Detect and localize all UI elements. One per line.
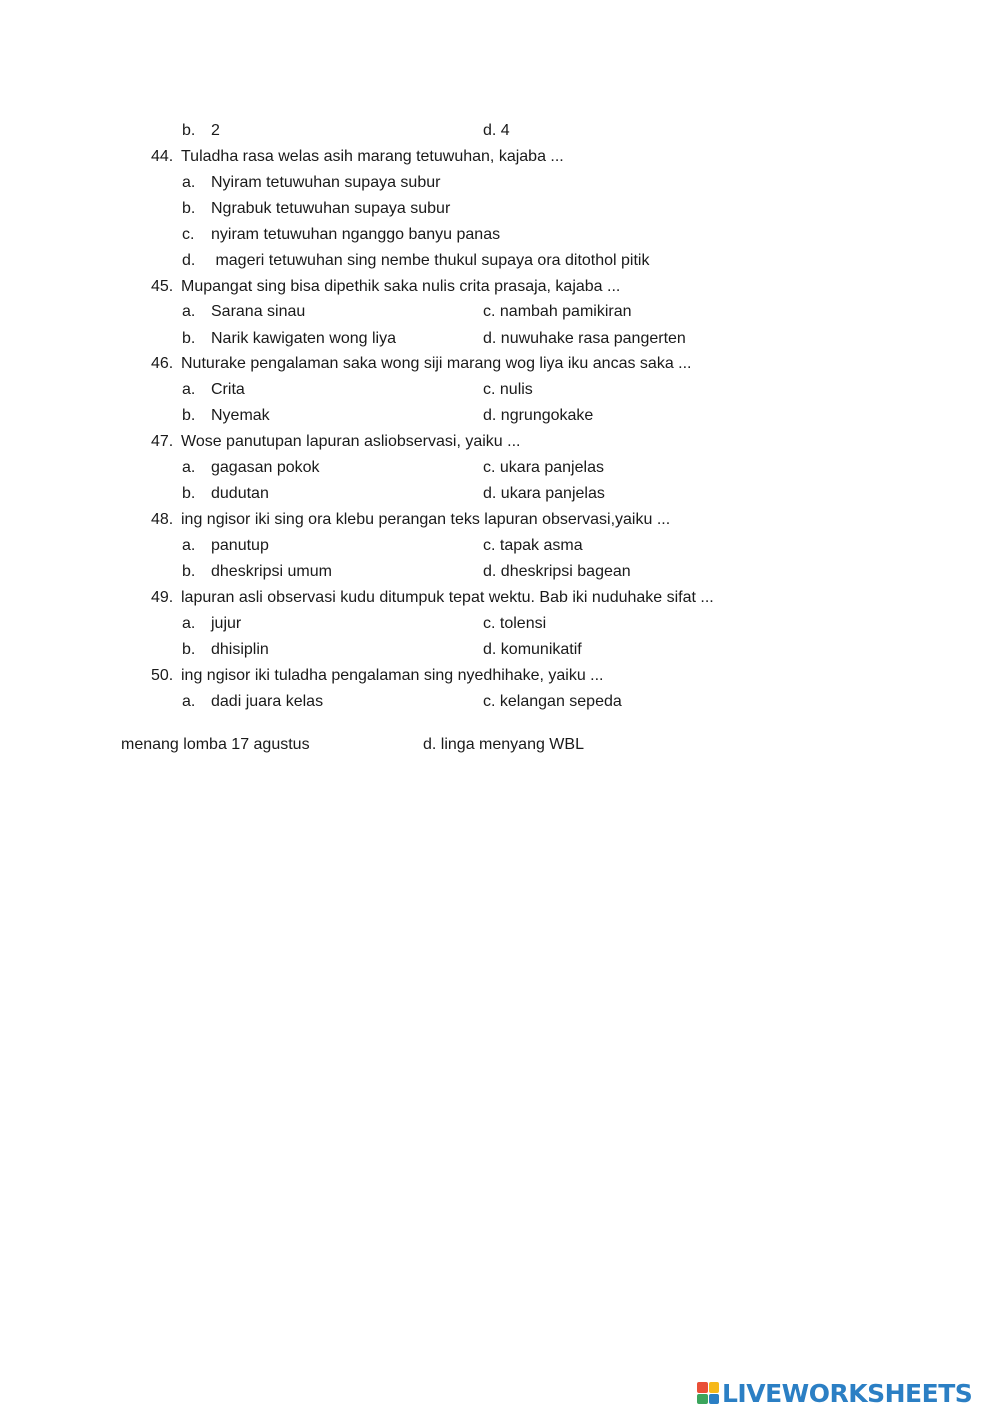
option-text-right: d. 4 xyxy=(483,122,510,139)
option-row xyxy=(0,225,1000,245)
option-text: mageri tetuwuhan sing nembe thukul supaya ora ditothol pitik xyxy=(211,252,650,269)
option-text: dudutan xyxy=(211,485,269,502)
option-row xyxy=(0,640,1000,660)
question-50 xyxy=(0,666,1000,686)
watermark-text: LIVEWORKSHEETS xyxy=(722,1378,973,1408)
option-row xyxy=(0,199,1000,219)
question-44 xyxy=(0,147,1000,167)
question-45 xyxy=(0,277,1000,297)
option-row xyxy=(0,380,1000,400)
option-text: panutup xyxy=(211,537,269,554)
option-text-right: c. tolensi xyxy=(483,615,547,632)
option-text-right: d. dheskripsi bagean xyxy=(483,563,631,580)
option-text: dheskripsi umum xyxy=(211,563,332,580)
option-letter: a. xyxy=(182,174,196,191)
option-letter: a. xyxy=(182,537,196,554)
question-number: 48. xyxy=(151,511,174,528)
option-text: dadi juara kelas xyxy=(211,693,324,710)
option-row xyxy=(0,121,1000,141)
question-number: 45. xyxy=(151,278,174,295)
trailing-line xyxy=(0,735,1000,755)
option-text: nyiram tetuwuhan nganggo banyu panas xyxy=(211,226,501,243)
option-letter: b. xyxy=(182,200,196,217)
option-text-right: c. nambah pamikiran xyxy=(483,303,632,320)
option-row xyxy=(0,614,1000,634)
option-text: Ngrabuk tetuwuhan supaya subur xyxy=(211,200,451,217)
option-letter: a. xyxy=(182,303,196,320)
option-letter: a. xyxy=(182,381,196,398)
option-text-right: d. ukara panjelas xyxy=(483,485,605,502)
option-text-right: d. nuwuhake rasa pangerten xyxy=(483,330,686,347)
question-text: Tuladha rasa welas asih marang tetuwuhan, kajaba ... xyxy=(181,148,564,165)
question-number: 44. xyxy=(151,148,174,165)
option-letter: a. xyxy=(182,459,196,476)
question-46 xyxy=(0,354,1000,374)
option-text-right: c. kelangan sepeda xyxy=(483,693,622,710)
option-letter: b. xyxy=(182,330,196,347)
question-number: 49. xyxy=(151,589,174,606)
option-row xyxy=(0,692,1000,712)
option-letter: b. xyxy=(182,563,196,580)
question-text: ing ngisor iki tuladha pengalaman sing nyedhihake, yaiku ... xyxy=(181,667,604,684)
option-text-right: c. tapak asma xyxy=(483,537,583,554)
option-text: dhisiplin xyxy=(211,641,269,658)
option-letter: a. xyxy=(182,615,196,632)
option-row xyxy=(0,458,1000,478)
question-number: 47. xyxy=(151,433,174,450)
question-48 xyxy=(0,510,1000,530)
trailing-left-text: menang lomba 17 agustus xyxy=(121,736,310,753)
question-47 xyxy=(0,432,1000,452)
option-text-right: c. ukara panjelas xyxy=(483,459,604,476)
option-text-right: d. ngrungokake xyxy=(483,407,594,424)
option-letter: d. xyxy=(182,252,196,269)
option-text: jujur xyxy=(211,615,242,632)
question-text: Nuturake pengalaman saka wong siji marang wog liya iku ancas saka ... xyxy=(181,355,692,372)
question-number: 46. xyxy=(151,355,174,372)
question-text: Mupangat sing bisa dipethik saka nulis crita prasaja, kajaba ... xyxy=(181,278,621,295)
option-row xyxy=(0,251,1000,271)
option-row xyxy=(0,329,1000,349)
liveworksheets-logo-icon xyxy=(697,1382,719,1404)
option-text: Narik kawigaten wong liya xyxy=(211,330,396,347)
question-49 xyxy=(0,588,1000,608)
option-letter: a. xyxy=(182,693,196,710)
option-letter: b. xyxy=(182,485,196,502)
option-letter: b. xyxy=(182,407,196,424)
option-row xyxy=(0,484,1000,504)
option-row xyxy=(0,406,1000,426)
option-text: Nyiram tetuwuhan supaya subur xyxy=(211,174,441,191)
option-row xyxy=(0,562,1000,582)
question-text: ing ngisor iki sing ora klebu perangan teks lapuran observasi,yaiku ... xyxy=(181,511,671,528)
option-text-right: d. komunikatif xyxy=(483,641,582,658)
trailing-right-text: d. linga menyang WBL xyxy=(423,736,584,753)
option-text: 2 xyxy=(211,122,220,139)
option-text: Crita xyxy=(211,381,245,398)
option-text: Sarana sinau xyxy=(211,303,306,320)
option-text: gagasan pokok xyxy=(211,459,320,476)
option-text: Nyemak xyxy=(211,407,270,424)
option-row xyxy=(0,173,1000,193)
option-row xyxy=(0,302,1000,322)
option-letter: b. xyxy=(182,122,196,139)
question-number: 50. xyxy=(151,667,174,684)
option-letter: b. xyxy=(182,641,196,658)
question-text: Wose panutupan lapuran asliobservasi, yaiku ... xyxy=(181,433,521,450)
option-row xyxy=(0,536,1000,556)
option-letter: c. xyxy=(182,226,195,243)
liveworksheets-watermark xyxy=(697,1378,997,1408)
option-text-right: c. nulis xyxy=(483,381,533,398)
question-text: lapuran asli observasi kudu ditumpuk tepat wektu. Bab iki nuduhake sifat ... xyxy=(181,589,714,606)
